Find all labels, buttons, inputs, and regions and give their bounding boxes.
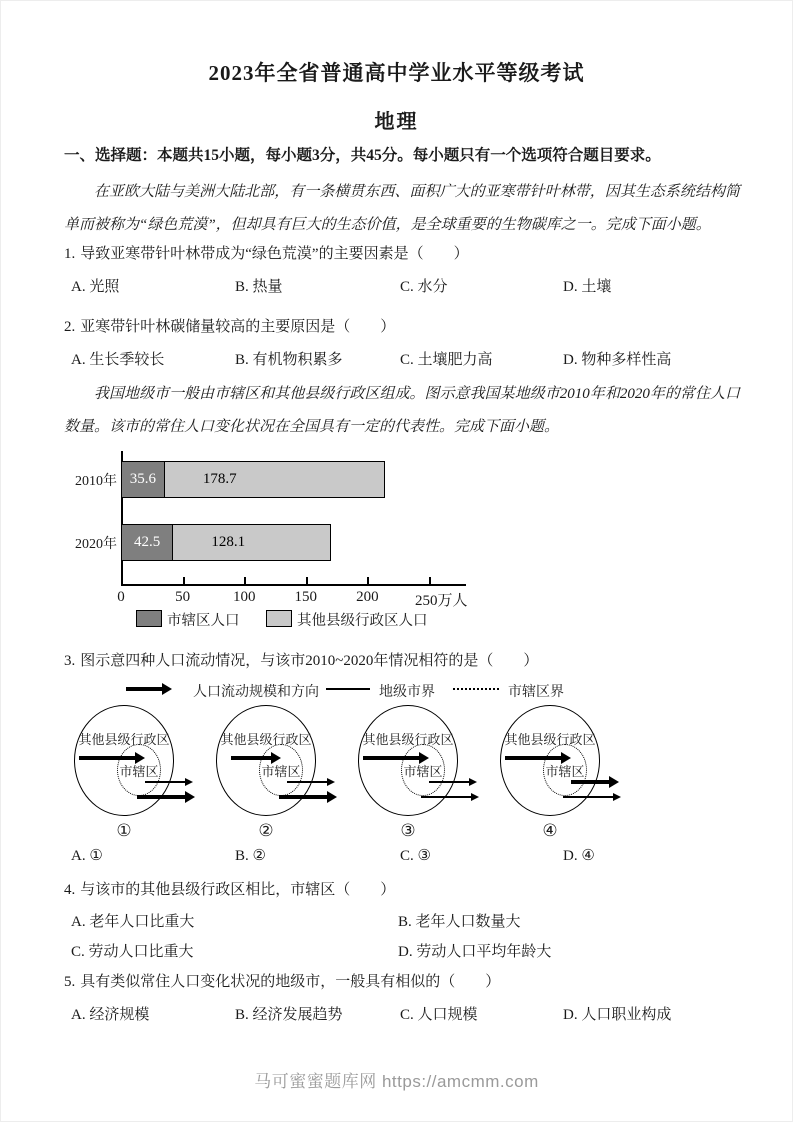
option-a: A. 生长季较长 xyxy=(71,352,165,368)
axis-tick xyxy=(306,577,308,585)
flow-diagram-④ xyxy=(479,697,621,847)
question-3-options xyxy=(1,846,793,868)
legend-label: 市辖区人口 xyxy=(167,613,240,629)
outflow-upper-arrow xyxy=(145,781,185,783)
axis-tick xyxy=(367,577,369,585)
district-boundary-label: 市辖区界 xyxy=(508,685,564,700)
bar-value-2020年-其他县级行政区人口: 128.1 xyxy=(172,524,331,561)
option-b: B. 经济发展趋势 xyxy=(235,1007,343,1023)
option-a: A. 光照 xyxy=(71,279,120,295)
chart-x-axis xyxy=(121,584,466,586)
outflow-lower-arrow xyxy=(563,796,613,798)
option-d: D. 人口职业构成 xyxy=(563,1007,672,1023)
axis-tick xyxy=(121,577,123,585)
subject-title: 地理 xyxy=(374,111,419,133)
population-bar-chart xyxy=(61,449,531,637)
inflow-arrow xyxy=(231,756,271,760)
axis-tick-label: 100 xyxy=(232,589,256,605)
outflow-lower-arrow xyxy=(279,795,327,799)
population-flow-diagrams xyxy=(53,697,621,847)
inner-circle-label: 市辖区 xyxy=(261,764,301,779)
inner-circle-label: 市辖区 xyxy=(403,764,443,779)
diagram-number: ① xyxy=(116,821,132,840)
question-4-options-row-1 xyxy=(1,910,793,932)
option-b: B. ② xyxy=(235,848,266,864)
axis-tick xyxy=(429,577,431,585)
thick-arrow-icon xyxy=(126,687,162,691)
question-5-options xyxy=(1,1003,793,1025)
question-4-stem: 4. 与该市的其他县级行政区相比，市辖区（ ） xyxy=(64,882,396,898)
diagram-number: ④ xyxy=(542,821,558,840)
flow-legend-label: 人口流动规模和方向 xyxy=(193,685,319,700)
question-5-stem: 5. 具有类似常住人口变化状况的地级市，一般具有相似的（ ） xyxy=(64,974,501,990)
outflow-upper-arrow xyxy=(571,780,609,784)
flow-diagram-② xyxy=(195,697,337,847)
city-boundary-label: 地级市界 xyxy=(379,685,435,700)
option-c: C. 土壤肥力高 xyxy=(400,352,493,368)
question-number: 2. xyxy=(64,319,76,335)
option-a: A. 老年人口比重大 xyxy=(71,914,195,930)
question-3-stem: 3. 图示意四种人口流动情况，与该市2010~2020年情况相符的是（ ） xyxy=(64,653,539,669)
axis-tick xyxy=(183,577,185,585)
axis-tick-label: 150 xyxy=(294,589,318,605)
question-number: 4. xyxy=(64,882,76,898)
option-b: B. 热量 xyxy=(235,279,283,295)
question-4-options-row-2 xyxy=(1,940,793,962)
legend-swatch xyxy=(136,610,162,627)
inner-circle-label: 市辖区 xyxy=(119,764,159,779)
option-a: A. 经济规模 xyxy=(71,1007,150,1023)
question-2-options xyxy=(1,348,793,370)
question-1-stem: 1. 导致亚寒带针叶林带成为“绿色荒漠”的主要因素是（ ） xyxy=(64,246,469,262)
diagram-number: ③ xyxy=(400,821,416,840)
axis-tick-label: 0 xyxy=(117,589,125,605)
inflow-arrow xyxy=(363,756,419,760)
option-d: D. ④ xyxy=(563,848,595,864)
option-c: C. 水分 xyxy=(400,279,448,295)
outflow-lower-arrow xyxy=(421,796,471,798)
outer-circle-label: 其他县级行政区 xyxy=(220,732,312,747)
option-d: D. 劳动人口平均年龄大 xyxy=(398,944,552,960)
bar-category-label: 2010年 xyxy=(75,474,117,489)
legend-swatch xyxy=(266,610,292,627)
option-c: C. ③ xyxy=(400,848,431,864)
question-number: 3. xyxy=(64,653,76,669)
question-2-stem: 2. 亚寒带针叶林碳储量较高的主要原因是（ ） xyxy=(64,319,396,335)
axis-tick xyxy=(244,577,246,585)
outflow-upper-arrow xyxy=(287,781,327,783)
option-b: B. 有机物积累多 xyxy=(235,352,343,368)
outer-circle-label: 其他县级行政区 xyxy=(504,732,596,747)
question-1-options xyxy=(1,275,793,297)
outer-circle-label: 其他县级行政区 xyxy=(362,732,454,747)
material-paragraph-1: 在亚欧大陆与美洲大陆北部，有一条横贯东西、面积广大的亚寒带针叶林带，因其生态系统结构简单而被称为“绿色荒漠”，但却具有巨大的生态价值，是全球重要的生物碳库之一。完成下面小题。 xyxy=(64,184,740,233)
option-d: D. 土壤 xyxy=(563,279,612,295)
inflow-arrow xyxy=(505,756,561,760)
option-d: D. 物种多样性高 xyxy=(563,352,672,368)
axis-tick-label: 250万人 xyxy=(415,593,468,609)
material-paragraph-2: 我国地级市一般由市辖区和其他县级行政区组成。图示意我国某地级市2010年和2020年的常住人口数量。该市的常住人口变化状况在全国具有一定的代表性。完成下面小题。 xyxy=(64,386,740,435)
option-c: C. 劳动人口比重大 xyxy=(71,944,194,960)
legend-label: 其他县级行政区人口 xyxy=(297,613,428,629)
outflow-upper-arrow xyxy=(429,781,469,783)
bar-value-2010年-其他县级行政区人口: 178.7 xyxy=(164,461,385,498)
question-number: 5. xyxy=(64,974,76,990)
outer-circle-label: 其他县级行政区 xyxy=(78,732,170,747)
flow-diagram-① xyxy=(53,697,195,847)
axis-tick-label: 200 xyxy=(356,589,379,605)
option-b: B. 老年人口数量大 xyxy=(398,914,521,930)
option-c: C. 人口规模 xyxy=(400,1007,478,1023)
page-title: 2023年全省普通高中学业水平等级考试 xyxy=(208,61,585,85)
section-header: 一、选择题：本题共15小题，每小题3分，共45分。每小题只有一个选项符合题目要求。 xyxy=(64,147,661,164)
outflow-lower-arrow xyxy=(137,795,185,799)
diagram-number: ② xyxy=(258,821,274,840)
watermark-footer: 马可蜜蜜题库网 https://amcmm.com xyxy=(254,1072,539,1091)
inner-circle-label: 市辖区 xyxy=(545,764,585,779)
option-a: A. ① xyxy=(71,848,103,864)
question-number: 1. xyxy=(64,246,76,262)
solid-line-icon xyxy=(326,688,370,690)
bar-category-label: 2020年 xyxy=(75,537,117,552)
dotted-line-icon xyxy=(453,688,499,690)
axis-tick-label: 50 xyxy=(175,589,191,605)
bar-value-2020年-市辖区人口: 42.5 xyxy=(121,524,173,561)
inflow-arrow xyxy=(79,756,135,760)
bar-value-2010年-市辖区人口: 35.6 xyxy=(121,461,165,498)
flow-diagram-③ xyxy=(337,697,479,847)
